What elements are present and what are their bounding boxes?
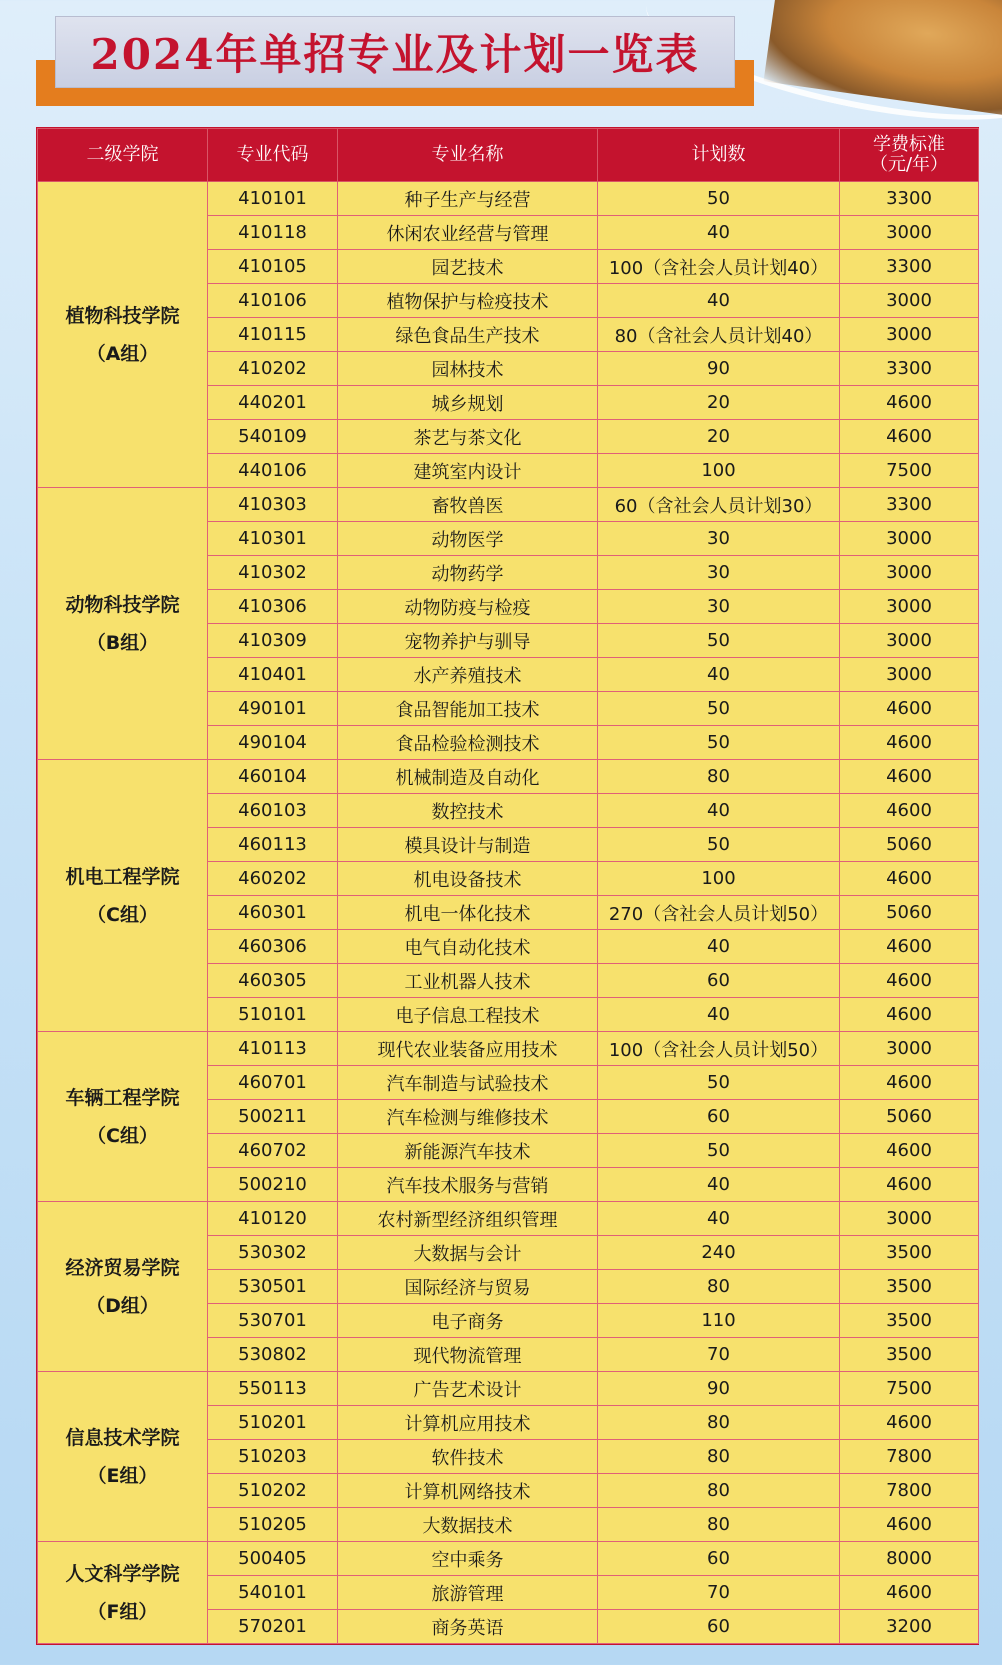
college-name: 车辆工程学院 — [65, 1086, 180, 1109]
college-name: 经济贸易学院 — [65, 1256, 180, 1279]
plan-count-cell: 70 — [598, 1576, 840, 1610]
college-name: 人文科学学院 — [65, 1562, 180, 1585]
major-name-cell: 绿色食品生产技术 — [338, 318, 598, 352]
major-name-cell: 新能源汽车技术 — [338, 1134, 598, 1168]
plan-count-cell: 40 — [598, 930, 840, 964]
plan-count-cell: 30 — [598, 590, 840, 624]
plan-count-cell: 110 — [598, 1304, 840, 1338]
major-name-cell: 水产养殖技术 — [338, 658, 598, 692]
college-cell — [38, 1202, 208, 1372]
major-name-cell: 茶艺与茶文化 — [338, 420, 598, 454]
tuition-cell: 3300 — [840, 352, 979, 386]
major-code-cell: 460103 — [208, 794, 338, 828]
plan-count-cell: 50 — [598, 182, 840, 216]
major-name-cell: 休闲农业经营与管理 — [338, 216, 598, 250]
major-code-cell: 410106 — [208, 284, 338, 318]
tuition-cell: 4600 — [840, 1168, 979, 1202]
tuition-cell: 3200 — [840, 1610, 979, 1644]
college-group: （E组） — [87, 1464, 158, 1487]
table-row — [38, 1542, 979, 1576]
plan-count-cell: 50 — [598, 1134, 840, 1168]
plan-count-cell: 100（含社会人员计划40） — [598, 250, 840, 284]
major-name-cell: 现代物流管理 — [338, 1338, 598, 1372]
major-code-cell: 460702 — [208, 1134, 338, 1168]
tuition-cell: 3000 — [840, 624, 979, 658]
plan-count-cell: 80 — [598, 1406, 840, 1440]
plan-count-cell: 40 — [598, 998, 840, 1032]
college-name: 植物科技学院 — [65, 304, 180, 327]
tuition-cell: 4600 — [840, 420, 979, 454]
tuition-cell: 3500 — [840, 1270, 979, 1304]
major-code-cell: 410303 — [208, 488, 338, 522]
plan-count-cell: 80 — [598, 1474, 840, 1508]
major-name-cell: 动物防疫与检疫 — [338, 590, 598, 624]
plan-count-cell: 80 — [598, 1270, 840, 1304]
major-code-cell: 460306 — [208, 930, 338, 964]
plan-count-cell: 60 — [598, 1100, 840, 1134]
plan-count-cell: 60 — [598, 964, 840, 998]
major-code-cell: 460202 — [208, 862, 338, 896]
major-name-cell: 计算机网络技术 — [338, 1474, 598, 1508]
plan-count-cell: 80 — [598, 1508, 840, 1542]
tuition-cell: 3500 — [840, 1338, 979, 1372]
major-code-cell: 410202 — [208, 352, 338, 386]
major-name-cell: 大数据与会计 — [338, 1236, 598, 1270]
major-name-cell: 机电一体化技术 — [338, 896, 598, 930]
major-code-cell: 510203 — [208, 1440, 338, 1474]
tuition-cell: 3000 — [840, 556, 979, 590]
major-name-cell: 农村新型经济组织管理 — [338, 1202, 598, 1236]
major-name-cell: 汽车技术服务与营销 — [338, 1168, 598, 1202]
major-name-cell: 动物医学 — [338, 522, 598, 556]
major-name-cell: 空中乘务 — [338, 1542, 598, 1576]
plan-count-cell: 90 — [598, 352, 840, 386]
tuition-cell: 7500 — [840, 1372, 979, 1406]
tuition-cell: 3000 — [840, 284, 979, 318]
major-code-cell: 460701 — [208, 1066, 338, 1100]
plan-count-cell: 40 — [598, 794, 840, 828]
plan-count-cell: 100 — [598, 454, 840, 488]
major-name-cell: 汽车制造与试验技术 — [338, 1066, 598, 1100]
major-code-cell: 540101 — [208, 1576, 338, 1610]
tuition-cell: 5060 — [840, 828, 979, 862]
major-code-cell: 460305 — [208, 964, 338, 998]
major-name-cell: 食品检验检测技术 — [338, 726, 598, 760]
major-code-cell: 570201 — [208, 1610, 338, 1644]
tuition-cell: 4600 — [840, 964, 979, 998]
major-code-cell: 490104 — [208, 726, 338, 760]
college-name: 信息技术学院 — [65, 1426, 180, 1449]
college-name: 机电工程学院 — [65, 865, 180, 888]
college-group: （C组） — [87, 1124, 158, 1147]
plan-count-cell: 50 — [598, 624, 840, 658]
plan-count-cell: 30 — [598, 522, 840, 556]
plan-count-cell: 270（含社会人员计划50） — [598, 896, 840, 930]
tuition-cell: 3500 — [840, 1304, 979, 1338]
tuition-cell: 3300 — [840, 250, 979, 284]
tuition-cell: 3000 — [840, 318, 979, 352]
header-name: 专业名称 — [338, 129, 598, 182]
table-row — [38, 1032, 979, 1066]
college-group: （A组） — [86, 342, 159, 365]
major-code-cell: 510202 — [208, 1474, 338, 1508]
major-code-cell: 510101 — [208, 998, 338, 1032]
tuition-cell: 4600 — [840, 1576, 979, 1610]
plan-count-cell: 50 — [598, 828, 840, 862]
major-code-cell: 440201 — [208, 386, 338, 420]
table-row — [38, 488, 979, 522]
tuition-cell: 4600 — [840, 930, 979, 964]
tuition-cell: 3500 — [840, 1236, 979, 1270]
plan-count-cell: 100（含社会人员计划50） — [598, 1032, 840, 1066]
major-name-cell: 汽车检测与维修技术 — [338, 1100, 598, 1134]
major-name-cell: 旅游管理 — [338, 1576, 598, 1610]
header-fee-line2: （元/年） — [869, 154, 949, 175]
major-name-cell: 园艺技术 — [338, 250, 598, 284]
major-name-cell: 电子商务 — [338, 1304, 598, 1338]
major-code-cell: 410101 — [208, 182, 338, 216]
college-group: （F组） — [87, 1600, 158, 1623]
major-name-cell: 机械制造及自动化 — [338, 760, 598, 794]
tuition-cell: 7800 — [840, 1440, 979, 1474]
major-name-cell: 软件技术 — [338, 1440, 598, 1474]
major-name-cell: 广告艺术设计 — [338, 1372, 598, 1406]
plan-count-cell: 90 — [598, 1372, 840, 1406]
header-code: 专业代码 — [208, 129, 338, 182]
major-code-cell: 440106 — [208, 454, 338, 488]
enrollment-table — [37, 128, 979, 1644]
tuition-cell: 5060 — [840, 896, 979, 930]
plan-count-cell: 40 — [598, 216, 840, 250]
plan-count-cell: 20 — [598, 386, 840, 420]
plan-count-cell: 40 — [598, 658, 840, 692]
college-cell — [38, 1372, 208, 1542]
major-code-cell: 410309 — [208, 624, 338, 658]
plan-count-cell: 60 — [598, 1542, 840, 1576]
tuition-cell: 3000 — [840, 216, 979, 250]
header-fee — [840, 129, 979, 182]
tuition-cell: 3300 — [840, 182, 979, 216]
major-name-cell: 电子信息工程技术 — [338, 998, 598, 1032]
major-code-cell: 410401 — [208, 658, 338, 692]
major-name-cell: 园林技术 — [338, 352, 598, 386]
header-plan: 计划数 — [598, 129, 840, 182]
table-row — [38, 182, 979, 216]
plan-count-cell: 20 — [598, 420, 840, 454]
college-cell — [38, 760, 208, 1032]
plan-count-cell: 80（含社会人员计划40） — [598, 318, 840, 352]
major-code-cell: 550113 — [208, 1372, 338, 1406]
major-name-cell: 宠物养护与驯导 — [338, 624, 598, 658]
plan-count-cell: 100 — [598, 862, 840, 896]
major-code-cell: 410105 — [208, 250, 338, 284]
college-cell — [38, 1032, 208, 1202]
table-row — [38, 1372, 979, 1406]
plan-count-cell: 40 — [598, 1168, 840, 1202]
plan-count-cell: 60（含社会人员计划30） — [598, 488, 840, 522]
major-code-cell: 410120 — [208, 1202, 338, 1236]
major-code-cell: 540109 — [208, 420, 338, 454]
plan-count-cell: 50 — [598, 692, 840, 726]
tuition-cell: 4600 — [840, 862, 979, 896]
tuition-cell: 3000 — [840, 590, 979, 624]
college-group: （D组） — [86, 1294, 159, 1317]
major-name-cell: 食品智能加工技术 — [338, 692, 598, 726]
major-name-cell: 动物药学 — [338, 556, 598, 590]
tuition-cell: 7800 — [840, 1474, 979, 1508]
tuition-cell: 4600 — [840, 998, 979, 1032]
tuition-cell: 3300 — [840, 488, 979, 522]
plan-count-cell: 80 — [598, 760, 840, 794]
college-group: （C组） — [87, 903, 158, 926]
major-code-cell: 530802 — [208, 1338, 338, 1372]
major-code-cell: 530501 — [208, 1270, 338, 1304]
major-name-cell: 数控技术 — [338, 794, 598, 828]
major-code-cell: 460113 — [208, 828, 338, 862]
major-name-cell: 商务英语 — [338, 1610, 598, 1644]
major-code-cell: 410113 — [208, 1032, 338, 1066]
tuition-cell: 4600 — [840, 386, 979, 420]
major-name-cell: 现代农业装备应用技术 — [338, 1032, 598, 1066]
college-cell — [38, 1542, 208, 1644]
table-header-row — [38, 129, 979, 182]
major-name-cell: 计算机应用技术 — [338, 1406, 598, 1440]
tuition-cell: 4600 — [840, 760, 979, 794]
major-name-cell: 畜牧兽医 — [338, 488, 598, 522]
major-code-cell: 530302 — [208, 1236, 338, 1270]
major-code-cell: 490101 — [208, 692, 338, 726]
plan-count-cell: 80 — [598, 1440, 840, 1474]
header-college: 二级学院 — [38, 129, 208, 182]
tuition-cell: 8000 — [840, 1542, 979, 1576]
college-name: 动物科技学院 — [65, 593, 180, 616]
college-group: （B组） — [86, 631, 159, 654]
major-code-cell: 410301 — [208, 522, 338, 556]
table-body — [38, 182, 979, 1644]
tuition-cell: 5060 — [840, 1100, 979, 1134]
tuition-cell: 7500 — [840, 454, 979, 488]
major-code-cell: 410302 — [208, 556, 338, 590]
major-name-cell: 植物保护与检疫技术 — [338, 284, 598, 318]
major-code-cell: 410118 — [208, 216, 338, 250]
major-code-cell: 510205 — [208, 1508, 338, 1542]
major-code-cell: 510201 — [208, 1406, 338, 1440]
major-name-cell: 种子生产与经营 — [338, 182, 598, 216]
major-code-cell: 460104 — [208, 760, 338, 794]
plan-count-cell: 60 — [598, 1610, 840, 1644]
major-code-cell: 460301 — [208, 896, 338, 930]
major-name-cell: 模具设计与制造 — [338, 828, 598, 862]
table-row — [38, 1202, 979, 1236]
tuition-cell: 3000 — [840, 1202, 979, 1236]
tuition-cell: 3000 — [840, 522, 979, 556]
plan-count-cell: 240 — [598, 1236, 840, 1270]
major-name-cell: 工业机器人技术 — [338, 964, 598, 998]
major-code-cell: 500211 — [208, 1100, 338, 1134]
major-code-cell: 500210 — [208, 1168, 338, 1202]
major-code-cell: 530701 — [208, 1304, 338, 1338]
tuition-cell: 4600 — [840, 1134, 979, 1168]
tuition-cell: 4600 — [840, 1066, 979, 1100]
major-code-cell: 410306 — [208, 590, 338, 624]
plan-count-cell: 30 — [598, 556, 840, 590]
tuition-cell: 4600 — [840, 692, 979, 726]
plan-count-cell: 70 — [598, 1338, 840, 1372]
plan-count-cell: 40 — [598, 284, 840, 318]
tuition-cell: 4600 — [840, 1508, 979, 1542]
major-name-cell: 城乡规划 — [338, 386, 598, 420]
tuition-cell: 3000 — [840, 658, 979, 692]
major-name-cell: 建筑室内设计 — [338, 454, 598, 488]
major-name-cell: 大数据技术 — [338, 1508, 598, 1542]
plan-count-cell: 40 — [598, 1202, 840, 1236]
plan-count-cell: 50 — [598, 726, 840, 760]
enrollment-table-container — [36, 127, 979, 1645]
college-cell — [38, 182, 208, 488]
page-title: 2024年单招专业及计划一览表 — [90, 30, 700, 79]
major-name-cell: 机电设备技术 — [338, 862, 598, 896]
title-banner — [55, 16, 735, 88]
tuition-cell: 4600 — [840, 1406, 979, 1440]
major-code-cell: 410115 — [208, 318, 338, 352]
tuition-cell: 4600 — [840, 794, 979, 828]
college-cell — [38, 488, 208, 760]
header-fee-line1: 学费标准 — [873, 134, 945, 155]
major-name-cell: 国际经济与贸易 — [338, 1270, 598, 1304]
tuition-cell: 4600 — [840, 726, 979, 760]
plan-count-cell: 50 — [598, 1066, 840, 1100]
major-code-cell: 500405 — [208, 1542, 338, 1576]
tuition-cell: 3000 — [840, 1032, 979, 1066]
major-name-cell: 电气自动化技术 — [338, 930, 598, 964]
table-row — [38, 760, 979, 794]
